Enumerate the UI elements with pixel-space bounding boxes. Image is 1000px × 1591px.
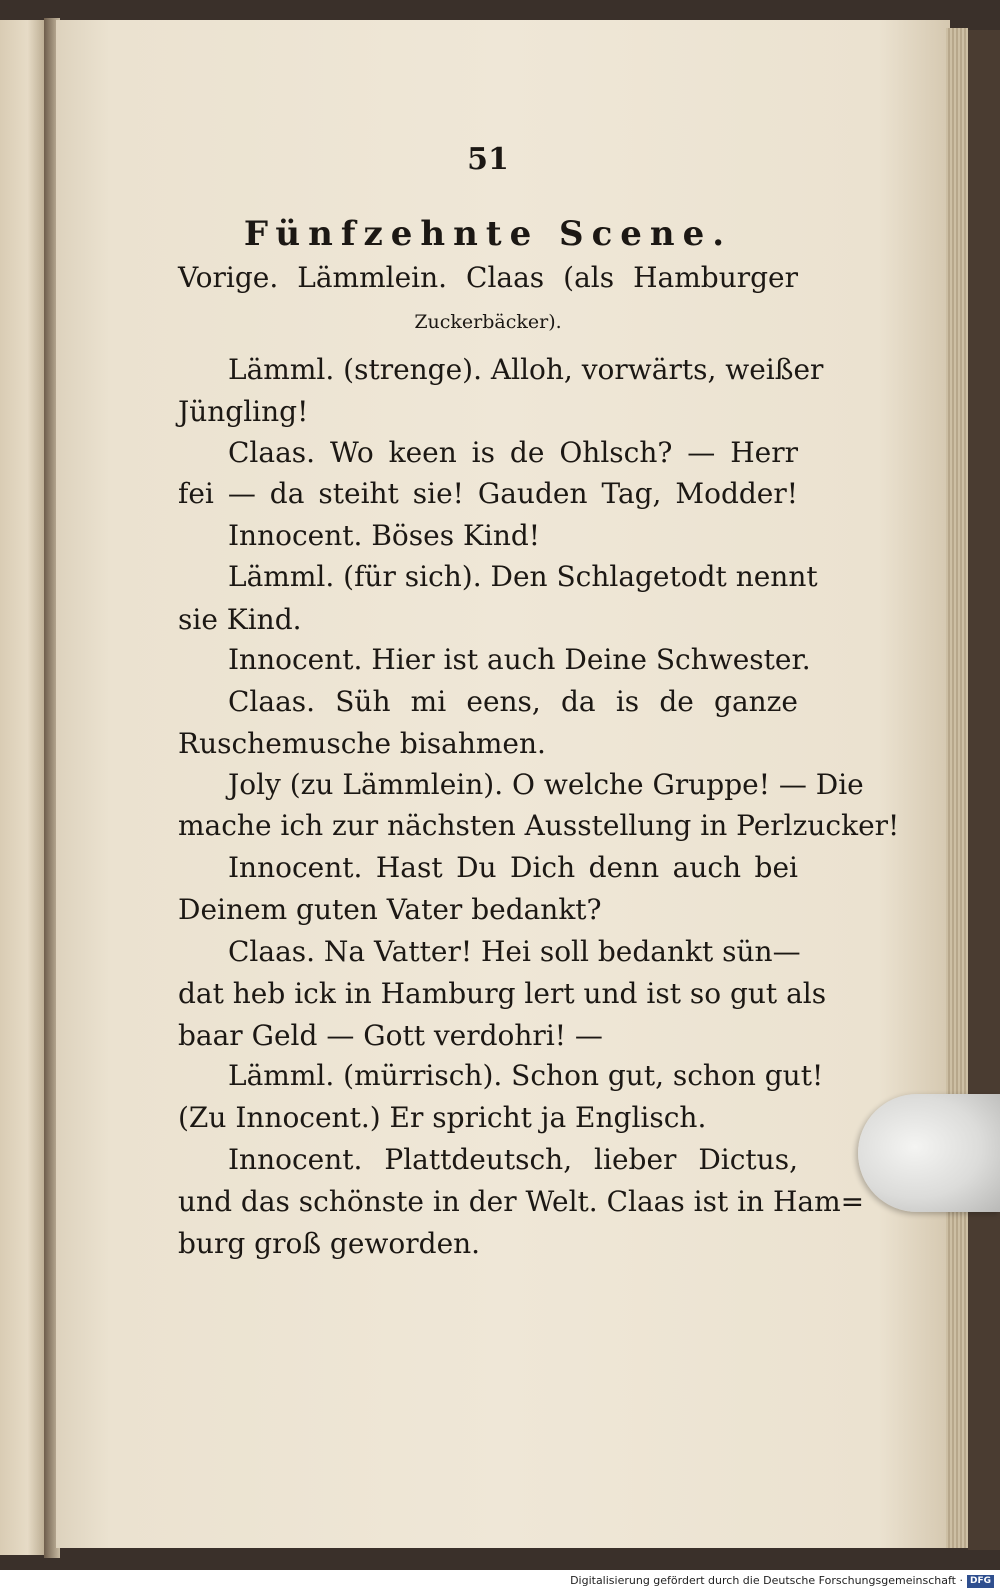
text-line: Claas. Na Vatter! Hei soll bedankt sün—: [228, 935, 801, 968]
text-line: Ruschemusche bisahmen.: [178, 727, 546, 760]
text-line: Innocent. Böses Kind!: [228, 519, 541, 552]
text-line: (Zu Innocent.) Er spricht ja Englisch.: [178, 1101, 707, 1134]
text-line: baar Geld — Gott verdohri! —: [178, 1019, 603, 1052]
text-line: Claas. Süh mi eens, da is de ganze: [228, 685, 798, 718]
page-edges: [946, 28, 968, 1548]
book-cover-edge: [968, 30, 1000, 1550]
text-line: mache ich zur nächsten Ausstellung in Perlzucker!: [178, 809, 900, 842]
text-line: sie Kind.: [178, 603, 302, 636]
dfg-logo: DFG: [967, 1575, 994, 1588]
left-page-edge: [0, 20, 46, 1555]
text-line: fei — da steiht sie! Gauden Tag, Modder!: [178, 477, 798, 510]
text-line: Innocent. Hast Du Dich denn auch bei: [228, 851, 798, 884]
text-line: Claas. Wo keen is de Ohlsch? — Herr: [228, 436, 798, 469]
text-line: Vorige. Lämmlein. Claas (als Hamburger: [178, 261, 798, 294]
text-line: Lämml. (mürrisch). Schon gut, schon gut!: [228, 1059, 824, 1092]
text-line: Lämml. (für sich). Den Schlagetodt nennt: [228, 560, 818, 593]
book-page: [56, 20, 950, 1548]
text-line: Lämml. (strenge). Alloh, vorwärts, weißer: [228, 353, 824, 386]
page-number: 51: [467, 142, 509, 177]
text-line: Joly (zu Lämmlein). O welche Gruppe! — Die: [228, 768, 864, 801]
text-line: und das schönste in der Welt. Claas ist in Ham=: [178, 1185, 865, 1218]
text-line: dat heb ick in Hamburg lert und ist so gut als: [178, 977, 827, 1010]
footer-bar: [0, 1570, 1000, 1591]
text-line: Jüngling!: [178, 395, 309, 428]
text-line: Innocent. Hier ist auch Deine Schwester.: [228, 643, 811, 676]
text-line: Zuckerbäcker).: [414, 311, 562, 333]
scene-heading: Fünfzehnte Scene.: [243, 214, 733, 254]
thumb-holding-page: [858, 1094, 1000, 1212]
text-line: Innocent. Plattdeutsch, lieber Dictus,: [228, 1143, 798, 1176]
footer-text: Digitalisierung gefördert durch die Deutsche Forschungsgemeinschaft ·: [570, 1574, 963, 1587]
text-line: Deinem guten Vater bedankt?: [178, 893, 602, 926]
text-line: burg groß geworden.: [178, 1227, 481, 1260]
